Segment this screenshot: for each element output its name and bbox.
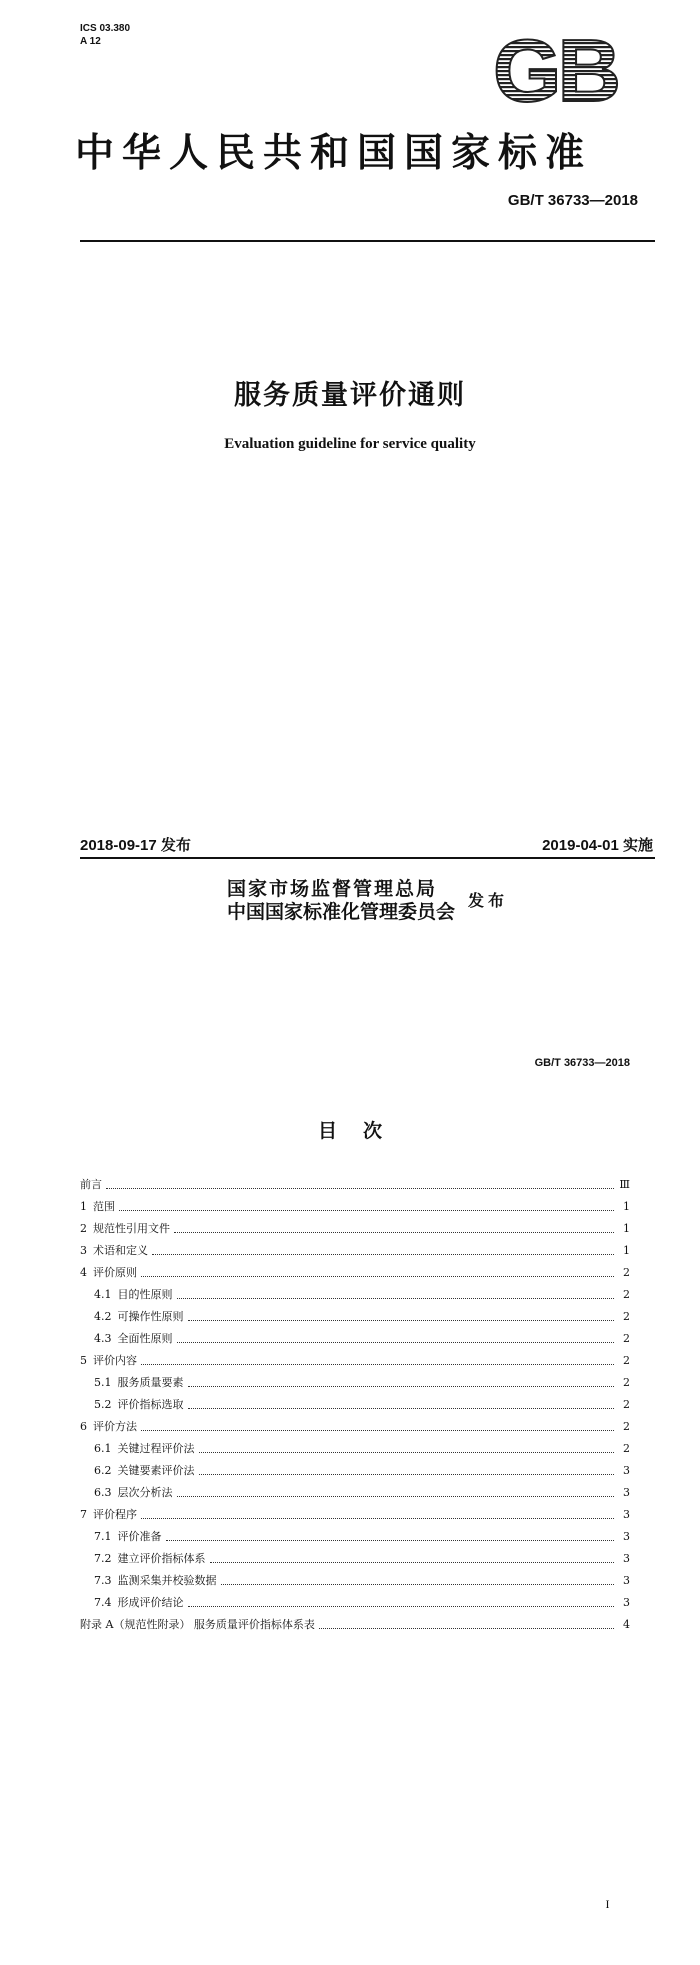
- toc-leader-dots: [221, 1584, 615, 1585]
- toc-entry-label: 规范性引用文件: [93, 1222, 170, 1235]
- toc-entry-label: 关键要素评价法: [117, 1464, 195, 1477]
- issuing-authorities: [227, 878, 455, 924]
- toc-entry[interactable]: [80, 1566, 630, 1588]
- toc-entry-label: 前言: [80, 1178, 102, 1191]
- toc-entry-number: 6.3: [94, 1486, 112, 1499]
- toc-entry-number: 6.2: [94, 1464, 112, 1477]
- toc-entry[interactable]: [80, 1170, 630, 1192]
- toc-leader-dots: [199, 1474, 615, 1475]
- toc-entry-page: 3: [623, 1552, 630, 1565]
- toc-leader-dots: [106, 1188, 614, 1189]
- toc-entry-number: 3: [80, 1244, 87, 1257]
- toc-leader-dots: [141, 1364, 614, 1365]
- toc-entry-label: 评价准备: [117, 1530, 162, 1543]
- page-number: I: [605, 1897, 610, 1911]
- toc-entry-page: Ⅲ: [619, 1178, 630, 1191]
- toc-entry[interactable]: [80, 1500, 630, 1522]
- toc-entry-number: 2: [80, 1222, 87, 1235]
- toc-entry-label: 评价原则: [93, 1266, 137, 1279]
- toc-entry-label: 层次分析法: [117, 1486, 173, 1499]
- toc-leader-dots: [188, 1386, 615, 1387]
- toc-entry-page: 2: [623, 1288, 630, 1301]
- publish-label: 发布: [468, 891, 509, 910]
- toc-entry-page: 4: [623, 1618, 630, 1631]
- toc-leader-dots: [199, 1452, 615, 1453]
- toc-entry[interactable]: [80, 1434, 630, 1456]
- toc-entry-page: 3: [623, 1574, 630, 1587]
- toc-entry-label: 关键过程评价法: [117, 1442, 195, 1455]
- toc-entry-label: 范围: [93, 1200, 115, 1213]
- toc-entry-label: 形成评价结论: [117, 1596, 184, 1609]
- toc-entry-number: 7.1: [94, 1530, 112, 1543]
- toc-entry[interactable]: [80, 1280, 630, 1302]
- toc-entry-label: 目的性原则: [117, 1288, 173, 1301]
- date-divider: [80, 857, 655, 859]
- toc-leader-dots: [174, 1232, 614, 1233]
- toc-entry-page: 1: [623, 1222, 630, 1235]
- toc-leader-dots: [210, 1562, 615, 1563]
- standard-number: GB/T 36733—2018: [507, 192, 638, 209]
- toc-entry[interactable]: [80, 1456, 630, 1478]
- toc-entry-page: 2: [623, 1354, 630, 1367]
- toc-entry[interactable]: [80, 1214, 630, 1236]
- document-title-english: Evaluation guideline for service quality: [224, 436, 476, 452]
- toc-entry-number: 6.1: [94, 1442, 112, 1455]
- toc-entry-label: 监测采集并校验数据: [117, 1574, 217, 1587]
- document-title: 服务质量评价通则: [234, 380, 466, 411]
- toc-entry-label: 建立评价指标体系: [117, 1552, 206, 1565]
- toc-leader-dots: [177, 1298, 615, 1299]
- toc-entry[interactable]: [80, 1610, 630, 1632]
- toc-entry-page: 1: [623, 1200, 630, 1213]
- toc-entry-label: 术语和定义: [93, 1244, 148, 1257]
- toc-leader-dots: [166, 1540, 615, 1541]
- toc-entry-number: 5.1: [94, 1376, 112, 1389]
- toc-leader-dots: [188, 1408, 615, 1409]
- toc-entry[interactable]: [80, 1412, 630, 1434]
- toc-entry[interactable]: [80, 1390, 630, 1412]
- issuer-sac: 中国国家标准化管理委员会: [227, 901, 456, 923]
- toc-entry-page: 3: [623, 1464, 630, 1477]
- gb-logo-text: GB: [493, 30, 617, 110]
- toc-entry-page: 1: [623, 1244, 630, 1257]
- toc-standard-number: GB/T 36733—2018: [534, 1057, 630, 1069]
- toc-entry-number: 6: [80, 1420, 87, 1433]
- toc-entry-page: 2: [623, 1398, 630, 1411]
- toc-entry-page: 3: [623, 1508, 630, 1521]
- toc-leader-dots: [188, 1606, 615, 1607]
- toc-entry-page: 2: [623, 1332, 630, 1345]
- toc-leader-dots: [319, 1628, 614, 1629]
- issue-date: 2018-09-17 发布: [80, 837, 191, 854]
- toc-leader-dots: [152, 1254, 614, 1255]
- toc-entry-page: 2: [623, 1376, 630, 1389]
- toc-entry[interactable]: [80, 1324, 630, 1346]
- toc-entry-label: 可操作性原则: [117, 1310, 184, 1323]
- toc-entry-number: 7.3: [94, 1574, 112, 1587]
- ccs-code: A 12: [80, 36, 101, 47]
- toc-leader-dots: [141, 1518, 614, 1519]
- table-of-contents: [80, 1170, 630, 1632]
- toc-entry[interactable]: [80, 1544, 630, 1566]
- toc-entry-number: 5.2: [94, 1398, 112, 1411]
- toc-entry-number: 7.2: [94, 1552, 112, 1565]
- toc-entry-page: 2: [623, 1266, 630, 1279]
- toc-entry[interactable]: [80, 1258, 630, 1280]
- toc-leader-dots: [188, 1320, 615, 1321]
- toc-entry-page: 3: [623, 1596, 630, 1609]
- toc-entry-label: 评价指标选取: [117, 1398, 184, 1411]
- header-divider: [80, 240, 655, 242]
- toc-entry-number: 5: [80, 1354, 87, 1367]
- toc-title: 目次: [317, 1120, 408, 1142]
- toc-leader-dots: [141, 1430, 614, 1431]
- toc-entry-page: 2: [623, 1310, 630, 1323]
- toc-entry-number: 4: [80, 1266, 87, 1279]
- toc-entry-label: 评价内容: [93, 1354, 137, 1367]
- ics-code: ICS 03.380: [80, 23, 131, 34]
- toc-entry-label: 评价方法: [93, 1420, 137, 1433]
- toc-entry-page: 3: [623, 1530, 630, 1543]
- toc-entry-page: 2: [623, 1442, 630, 1455]
- national-standard-title: 中华人民共和国国家标准: [75, 130, 593, 176]
- toc-entry-label: 服务质量要素: [117, 1376, 184, 1389]
- toc-entry[interactable]: [80, 1192, 630, 1214]
- toc-entry[interactable]: [80, 1368, 630, 1390]
- toc-entry-number: 7: [80, 1508, 87, 1521]
- implementation-date: 2019-04-01 实施: [542, 837, 653, 854]
- toc-entry-page: 3: [623, 1486, 630, 1499]
- toc-leader-dots: [177, 1342, 615, 1343]
- toc-leader-dots: [141, 1276, 614, 1277]
- toc-entry[interactable]: [80, 1588, 630, 1610]
- ics-classification: [80, 22, 130, 48]
- toc-leader-dots: [119, 1210, 614, 1211]
- toc-entry-label: 全面性原则: [117, 1332, 173, 1345]
- toc-entry-number: 1: [80, 1200, 87, 1213]
- toc-entry-page: 2: [623, 1420, 630, 1433]
- toc-entry[interactable]: [80, 1522, 630, 1544]
- toc-entry-number: 4.1: [94, 1288, 112, 1301]
- toc-entry-label: 附录 A（规范性附录） 服务质量评价指标体系表: [80, 1618, 315, 1631]
- toc-entry-label: 评价程序: [93, 1508, 137, 1521]
- toc-entry-number: 4.2: [94, 1310, 112, 1323]
- gb-logo: [480, 30, 630, 110]
- toc-entry-number: 7.4: [94, 1596, 112, 1609]
- toc-entry[interactable]: [80, 1236, 630, 1258]
- issuer-samr: 国家市场监督管理总局: [227, 878, 438, 900]
- toc-entry-number: 4.3: [94, 1332, 112, 1345]
- toc-entry[interactable]: [80, 1346, 630, 1368]
- toc-entry[interactable]: [80, 1302, 630, 1324]
- toc-entry[interactable]: [80, 1478, 630, 1500]
- toc-leader-dots: [177, 1496, 615, 1497]
